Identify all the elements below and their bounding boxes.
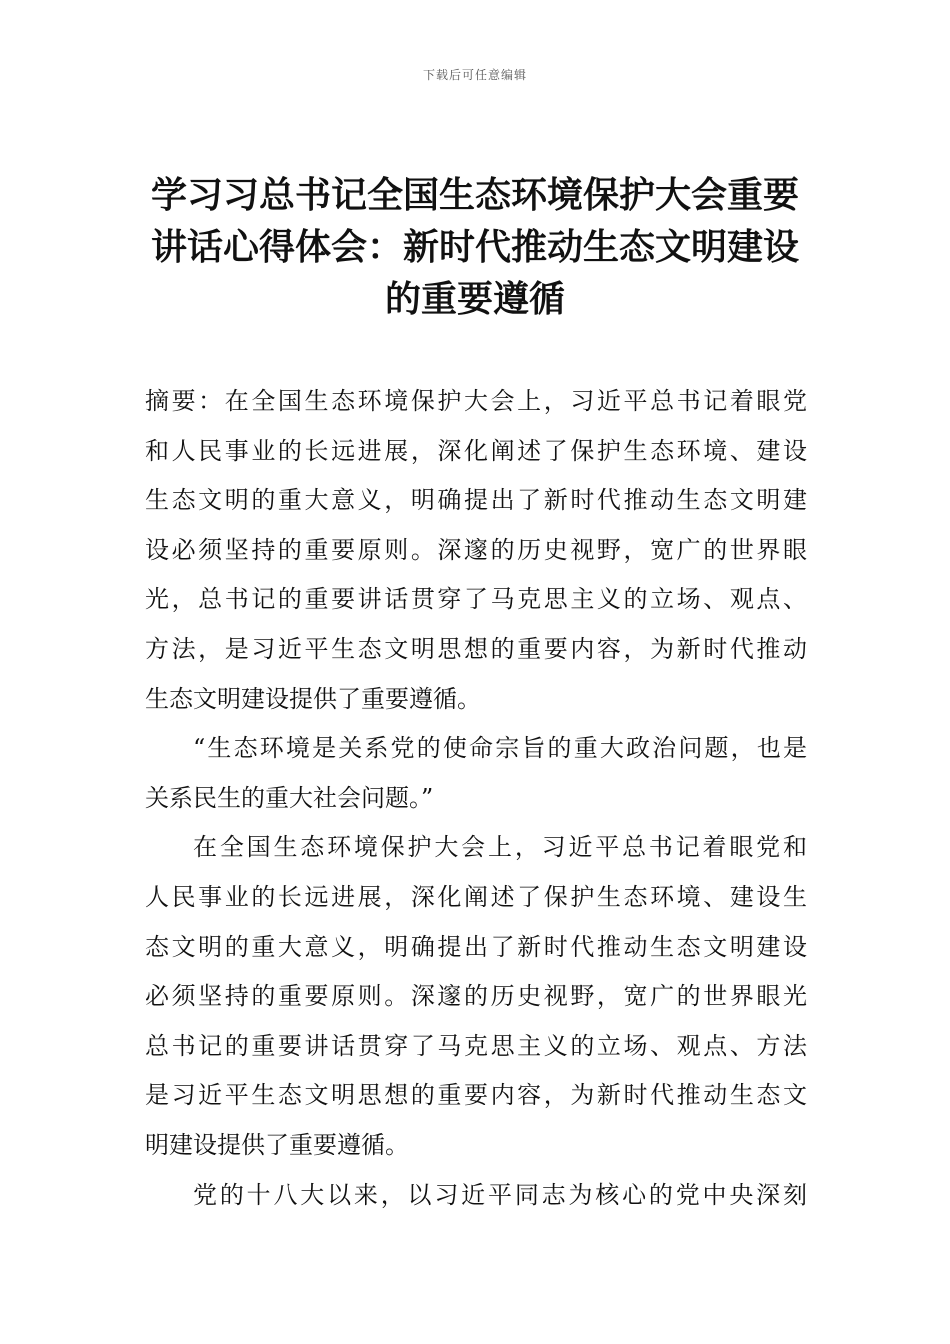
text-line: 关系民生的重大社会问题。”	[145, 783, 434, 812]
text-line: 光，总书记的重要讲话贯穿了马克思主义的立场、观点、	[145, 585, 807, 614]
text-line: 必须坚持的重要原则。深邃的历史视野，宽广的世界眼光	[145, 982, 807, 1011]
header-note: 下载后可任意编辑	[422, 68, 527, 82]
text-line: 明建设提供了重要遵循。	[145, 1130, 409, 1159]
text-line: 方法，是习近平生态文明思想的重要内容，为新时代推动	[145, 634, 807, 663]
text-line: 是习近平生态文明思想的重要内容，为新时代推动生态文	[145, 1081, 807, 1110]
text-line: 生态文明建设提供了重要遵循。	[145, 684, 481, 713]
text-line: 摘要：在全国生态环境保护大会上，习近平总书记着眼党	[145, 387, 807, 415]
text-line: “生态环境是关系党的使命宗旨的重大政治问题，也是	[193, 734, 807, 763]
document-title	[145, 170, 805, 326]
body-paragraph	[145, 1171, 807, 1221]
text-line: 设必须坚持的重要原则。深邃的历史视野，宽广的世界眼	[145, 535, 807, 564]
text-line: 态文明的重大意义，明确提出了新时代推动生态文明建设	[145, 932, 807, 961]
text-line: 和人民事业的长远进展，深化阐述了保护生态环境、建设	[145, 436, 807, 465]
title-line: 学习习总书记全国生态环境保护大会重要	[150, 175, 799, 216]
text-line: 人民事业的长远进展，深化阐述了保护生态环境、建设生	[145, 882, 807, 911]
text-line: 在全国生态环境保护大会上，习近平总书记着眼党和	[193, 833, 807, 862]
text-line: 党的十八大以来，以习近平同志为核心的党中央深刻	[193, 1180, 807, 1209]
title-line: 讲话心得体会：新时代推动生态文明建设	[150, 227, 799, 268]
document-body	[145, 377, 807, 1220]
body-paragraph	[145, 823, 807, 1170]
quote-paragraph	[145, 724, 807, 823]
text-line: 生态文明的重大意义，明确提出了新时代推动生态文明建	[145, 486, 807, 515]
title-line: 的重要遵循	[384, 279, 565, 320]
abstract-paragraph	[145, 377, 807, 724]
text-line: 总书记的重要讲话贯穿了马克思主义的立场、观点、方法	[145, 1031, 807, 1060]
